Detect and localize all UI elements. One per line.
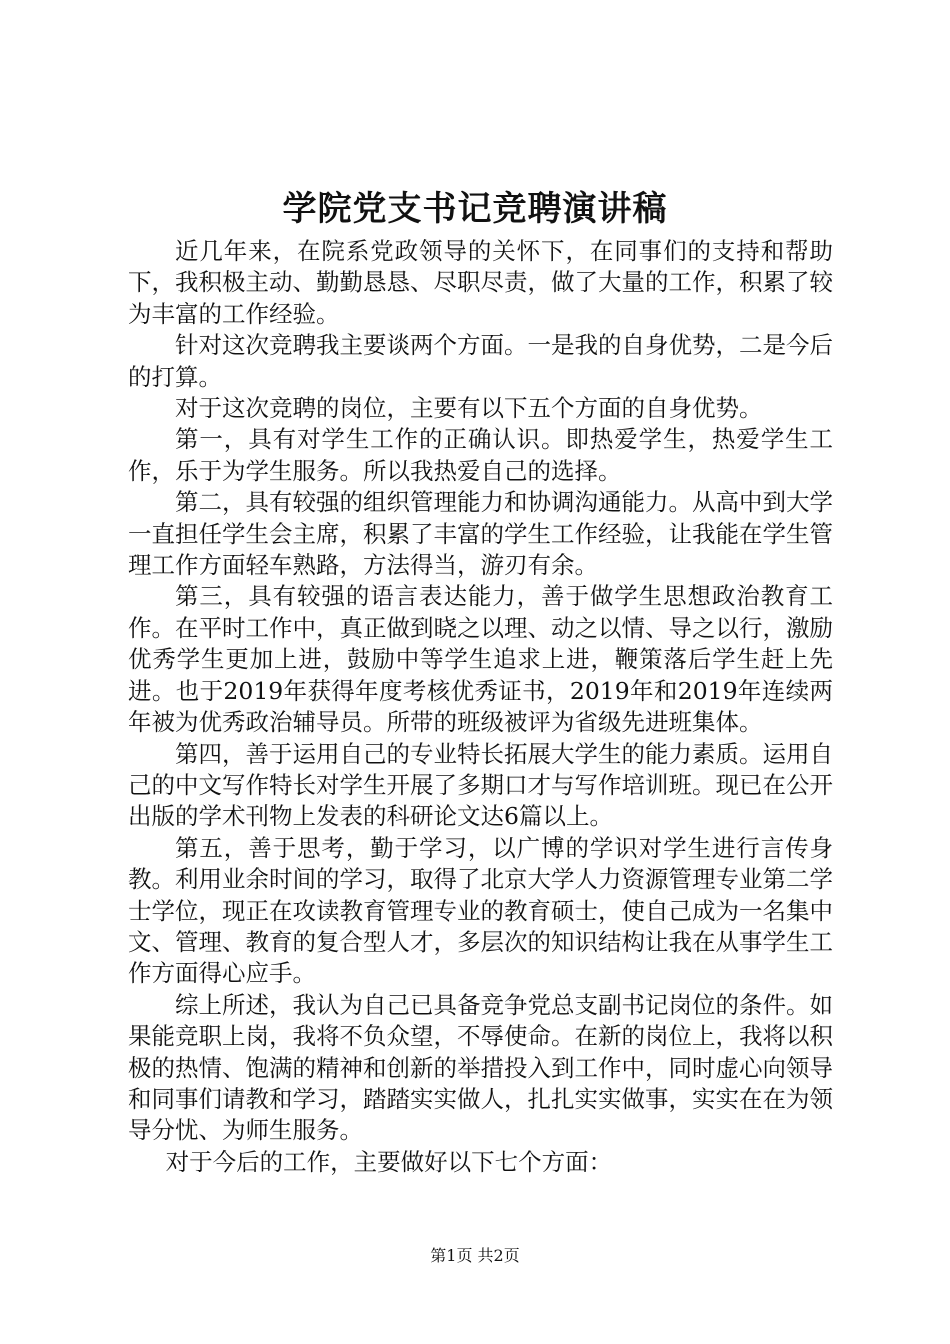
paragraph-1: 近几年来，在院系党政领导的关怀下，在同事们的支持和帮助下，我积极主动、勤勤恳恳、尽职尽责，做了大量的工作，积累了较为丰富的工作经验。 — [128, 237, 833, 328]
paragraph-6: 第三，具有较强的语言表达能力，善于做学生思想政治教育工作。在平时工作中，真正做到晓之以理、动之以情、导之以行，激励优秀学生更加上进，鼓励中等学生追求上进，鞭策落后学生赶上先进。也于2019年获得年度考核优秀证书，2019年和2019年连续两年被为优秀政治辅导员。所带的班级被评为省级先进班集体。 — [128, 582, 833, 737]
paragraph-7: 第四，善于运用自己的专业特长拓展大学生的能力素质。运用自己的中文写作特长对学生开展了多期口才与写作培训班。现已在公开出版的学术刊物上发表的科研论文达6篇以上。 — [128, 739, 833, 831]
paragraph-2: 针对这次竞聘我主要谈两个方面。一是我的自身优势，二是今后的打算。 — [128, 331, 833, 391]
paragraph-3: 对于这次竞聘的岗位，主要有以下五个方面的自身优势。 — [175, 394, 763, 423]
paragraph-5: 第二，具有较强的组织管理能力和协调沟通能力。从高中到大学一直担任学生会主席，积累了丰富的学生工作经验，让我能在学生管理工作方面轻车熟路，方法得当，游刃有余。 — [128, 488, 833, 580]
paragraph-10: 对于今后的工作，主要做好以下七个方面： — [165, 1147, 613, 1176]
document-title: 学院党支书记竞聘演讲稿 — [282, 189, 668, 229]
page-number-footer: 第1页 共2页 — [430, 1246, 520, 1265]
document-body — [128, 236, 833, 1178]
paragraph-4: 第一，具有对学生工作的正确认识。即热爱学生，热爱学生工作，乐于为学生服务。所以我热爱自己的选择。 — [128, 425, 833, 485]
paragraph-9: 综上所述，我认为自己已具备竞争党总支副书记岗位的条件。如果能竞职上岗，我将不负众望，不辱使命。在新的岗位上，我将以积极的热情、饱满的精神和创新的举措投入到工作中，同时虚心向领导和同事们请教和学习，踏踏实实做人，扎扎实实做事，实实在在为领导分忧、为师生服务。 — [128, 990, 833, 1145]
paragraph-8: 第五，善于思考，勤于学习，以广博的学识对学生进行言传身教。利用业余时间的学习，取得了北京大学人力资源管理专业第二学士学位，现正在攻读教育管理专业的教育硕士，使自己成为一名集中文、管理、教育的复合型人才，多层次的知识结构让我在从事学生工作方面得心应手。 — [128, 833, 833, 988]
